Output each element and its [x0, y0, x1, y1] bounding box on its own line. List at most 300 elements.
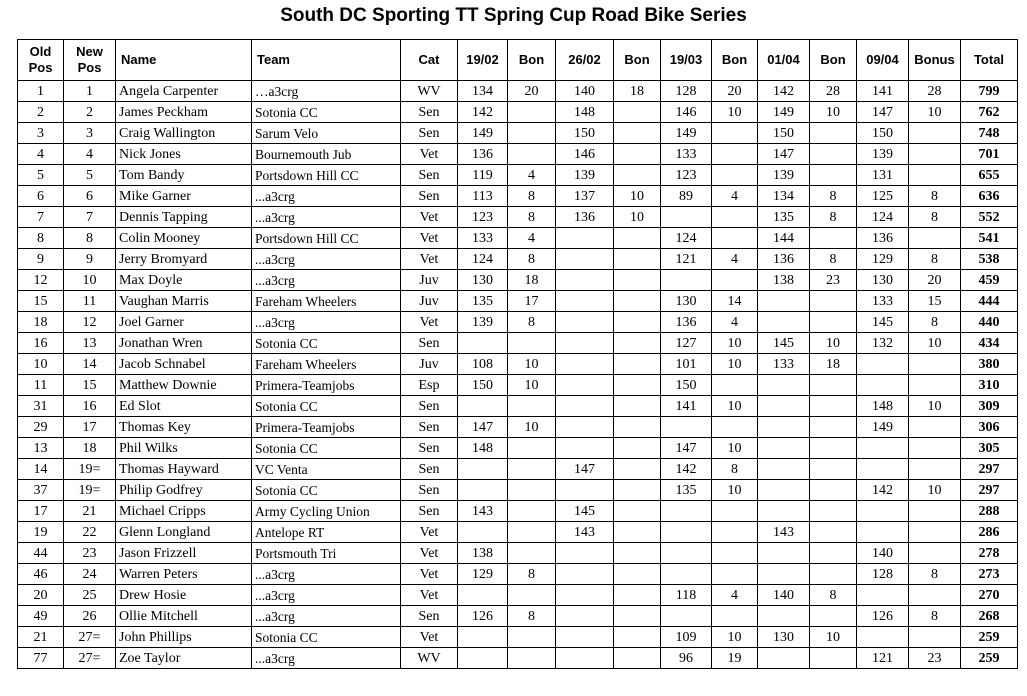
- category-cell: Vet: [401, 312, 458, 333]
- bonus-2-cell: [614, 102, 661, 123]
- category-cell: WV: [401, 81, 458, 102]
- round-5-cell: 148: [857, 396, 909, 417]
- total-cell: 286: [961, 522, 1018, 543]
- category-cell: Juv: [401, 270, 458, 291]
- rider-name-cell: Jason Frizzell: [116, 543, 252, 564]
- team-cell: Sarum Velo: [252, 123, 401, 144]
- round-3-cell: [661, 564, 712, 585]
- new-pos-cell: 24: [64, 564, 116, 585]
- table-row: [18, 648, 1018, 669]
- round-3-cell: [661, 501, 712, 522]
- old-pos-cell: 6: [18, 186, 64, 207]
- bonus-2-cell: [614, 585, 661, 606]
- round-1-cell: 124: [458, 249, 508, 270]
- round-5-cell: 142: [857, 480, 909, 501]
- round-1-cell: 136: [458, 144, 508, 165]
- category-cell: Vet: [401, 228, 458, 249]
- bonus-2-cell: [614, 543, 661, 564]
- round-2-cell: [556, 354, 614, 375]
- round-5-cell: 150: [857, 123, 909, 144]
- bonus-3-cell: 4: [712, 249, 758, 270]
- total-cell: 552: [961, 207, 1018, 228]
- round-1-cell: 142: [458, 102, 508, 123]
- bonus-1-cell: 8: [508, 564, 556, 585]
- bonus-3-cell: 10: [712, 354, 758, 375]
- round-2-cell: [556, 291, 614, 312]
- round-2-cell: [556, 270, 614, 291]
- bonus-4-cell: [810, 123, 857, 144]
- new-pos-cell: 14: [64, 354, 116, 375]
- table-row: [18, 81, 1018, 102]
- new-pos-cell: 2: [64, 102, 116, 123]
- bonus-1-cell: 10: [508, 417, 556, 438]
- header-bonus-4: Bon: [810, 40, 857, 81]
- table-row: [18, 459, 1018, 480]
- total-cell: 655: [961, 165, 1018, 186]
- round-1-cell: [458, 627, 508, 648]
- bonus-4-cell: [810, 480, 857, 501]
- rider-name-cell: Mike Garner: [116, 186, 252, 207]
- bonus-3-cell: 19: [712, 648, 758, 669]
- old-pos-cell: 49: [18, 606, 64, 627]
- round-2-cell: 137: [556, 186, 614, 207]
- round-5-cell: 147: [857, 102, 909, 123]
- old-pos-cell: 13: [18, 438, 64, 459]
- table-row: [18, 417, 1018, 438]
- bonus-1-cell: [508, 480, 556, 501]
- team-cell: ...a3crg: [252, 186, 401, 207]
- rider-name-cell: Ollie Mitchell: [116, 606, 252, 627]
- total-cell: 799: [961, 81, 1018, 102]
- bonus-5-cell: [909, 417, 961, 438]
- bonus-3-cell: 10: [712, 438, 758, 459]
- rider-name-cell: Vaughan Marris: [116, 291, 252, 312]
- round-3-cell: 128: [661, 81, 712, 102]
- round-2-cell: 145: [556, 501, 614, 522]
- category-cell: Vet: [401, 522, 458, 543]
- bonus-5-cell: [909, 585, 961, 606]
- round-5-cell: [857, 459, 909, 480]
- bonus-1-cell: 8: [508, 606, 556, 627]
- total-cell: 273: [961, 564, 1018, 585]
- bonus-3-cell: 20: [712, 81, 758, 102]
- rider-name-cell: Ed Slot: [116, 396, 252, 417]
- bonus-1-cell: [508, 438, 556, 459]
- round-3-cell: 121: [661, 249, 712, 270]
- bonus-3-cell: 10: [712, 396, 758, 417]
- round-5-cell: 121: [857, 648, 909, 669]
- round-5-cell: 132: [857, 333, 909, 354]
- new-pos-cell: 8: [64, 228, 116, 249]
- category-cell: Vet: [401, 249, 458, 270]
- round-3-cell: [661, 522, 712, 543]
- bonus-5-cell: [909, 501, 961, 522]
- bonus-5-cell: [909, 354, 961, 375]
- round-1-cell: 126: [458, 606, 508, 627]
- total-cell: 310: [961, 375, 1018, 396]
- old-pos-cell: 7: [18, 207, 64, 228]
- old-pos-cell: 18: [18, 312, 64, 333]
- bonus-5-cell: 8: [909, 207, 961, 228]
- total-cell: 288: [961, 501, 1018, 522]
- bonus-5-cell: 20: [909, 270, 961, 291]
- bonus-5-cell: [909, 522, 961, 543]
- round-1-cell: 143: [458, 501, 508, 522]
- new-pos-cell: 19=: [64, 459, 116, 480]
- round-1-cell: 123: [458, 207, 508, 228]
- old-pos-cell: 37: [18, 480, 64, 501]
- new-pos-cell: 1: [64, 81, 116, 102]
- table-row: [18, 585, 1018, 606]
- bonus-4-cell: 8: [810, 207, 857, 228]
- header-team: Team: [252, 40, 401, 81]
- bonus-3-cell: 14: [712, 291, 758, 312]
- bonus-3-cell: 10: [712, 627, 758, 648]
- round-4-cell: 130: [758, 627, 810, 648]
- rider-name-cell: Zoe Taylor: [116, 648, 252, 669]
- round-4-cell: [758, 375, 810, 396]
- round-3-cell: 149: [661, 123, 712, 144]
- bonus-1-cell: [508, 123, 556, 144]
- round-2-cell: [556, 543, 614, 564]
- bonus-3-cell: 10: [712, 102, 758, 123]
- team-cell: ...a3crg: [252, 585, 401, 606]
- round-4-cell: 139: [758, 165, 810, 186]
- bonus-2-cell: [614, 144, 661, 165]
- round-4-cell: 143: [758, 522, 810, 543]
- round-3-cell: 135: [661, 480, 712, 501]
- total-cell: 268: [961, 606, 1018, 627]
- old-pos-cell: 20: [18, 585, 64, 606]
- bonus-5-cell: 23: [909, 648, 961, 669]
- round-4-cell: [758, 564, 810, 585]
- rider-name-cell: Joel Garner: [116, 312, 252, 333]
- bonus-1-cell: [508, 543, 556, 564]
- round-5-cell: 124: [857, 207, 909, 228]
- old-pos-cell: 11: [18, 375, 64, 396]
- team-cell: Sotonia CC: [252, 480, 401, 501]
- bonus-4-cell: [810, 606, 857, 627]
- round-5-cell: 145: [857, 312, 909, 333]
- round-1-cell: 149: [458, 123, 508, 144]
- round-1-cell: [458, 396, 508, 417]
- table-row: [18, 144, 1018, 165]
- table-row: [18, 333, 1018, 354]
- round-5-cell: 136: [857, 228, 909, 249]
- table-row: [18, 564, 1018, 585]
- bonus-3-cell: [712, 144, 758, 165]
- header-bonus-3: Bon: [712, 40, 758, 81]
- round-3-cell: [661, 417, 712, 438]
- round-4-cell: [758, 480, 810, 501]
- category-cell: Vet: [401, 207, 458, 228]
- table-row: [18, 375, 1018, 396]
- round-3-cell: 141: [661, 396, 712, 417]
- bonus-4-cell: 10: [810, 627, 857, 648]
- round-2-cell: 139: [556, 165, 614, 186]
- total-cell: 297: [961, 480, 1018, 501]
- bonus-1-cell: 4: [508, 228, 556, 249]
- round-3-cell: 147: [661, 438, 712, 459]
- bonus-1-cell: [508, 459, 556, 480]
- round-1-cell: 135: [458, 291, 508, 312]
- total-cell: 270: [961, 585, 1018, 606]
- rider-name-cell: John Phillips: [116, 627, 252, 648]
- round-2-cell: [556, 606, 614, 627]
- bonus-3-cell: [712, 606, 758, 627]
- bonus-5-cell: [909, 438, 961, 459]
- round-2-cell: [556, 438, 614, 459]
- bonus-1-cell: 8: [508, 249, 556, 270]
- new-pos-cell: 13: [64, 333, 116, 354]
- bonus-2-cell: 10: [614, 186, 661, 207]
- round-3-cell: 130: [661, 291, 712, 312]
- rider-name-cell: Thomas Key: [116, 417, 252, 438]
- bonus-4-cell: [810, 459, 857, 480]
- bonus-5-cell: 10: [909, 480, 961, 501]
- old-pos-cell: 15: [18, 291, 64, 312]
- category-cell: WV: [401, 648, 458, 669]
- old-pos-cell: 10: [18, 354, 64, 375]
- new-pos-cell: 17: [64, 417, 116, 438]
- round-2-cell: [556, 249, 614, 270]
- rider-name-cell: Angela Carpenter: [116, 81, 252, 102]
- bonus-3-cell: [712, 501, 758, 522]
- round-3-cell: 101: [661, 354, 712, 375]
- bonus-4-cell: 8: [810, 585, 857, 606]
- header-round-4: 01/04: [758, 40, 810, 81]
- old-pos-cell: 1: [18, 81, 64, 102]
- round-3-cell: 136: [661, 312, 712, 333]
- round-3-cell: 118: [661, 585, 712, 606]
- round-2-cell: 140: [556, 81, 614, 102]
- category-cell: Esp: [401, 375, 458, 396]
- new-pos-cell: 23: [64, 543, 116, 564]
- old-pos-cell: 19: [18, 522, 64, 543]
- total-cell: 259: [961, 648, 1018, 669]
- bonus-5-cell: 28: [909, 81, 961, 102]
- table-row: [18, 501, 1018, 522]
- bonus-1-cell: 20: [508, 81, 556, 102]
- bonus-2-cell: [614, 522, 661, 543]
- bonus-1-cell: 10: [508, 354, 556, 375]
- bonus-5-cell: 8: [909, 564, 961, 585]
- bonus-4-cell: [810, 543, 857, 564]
- old-pos-cell: 44: [18, 543, 64, 564]
- table-row: [18, 480, 1018, 501]
- bonus-5-cell: [909, 375, 961, 396]
- category-cell: Juv: [401, 354, 458, 375]
- bonus-1-cell: [508, 102, 556, 123]
- rider-name-cell: Michael Cripps: [116, 501, 252, 522]
- table-row: [18, 438, 1018, 459]
- bonus-4-cell: [810, 144, 857, 165]
- round-2-cell: [556, 648, 614, 669]
- table-row: [18, 123, 1018, 144]
- total-cell: 440: [961, 312, 1018, 333]
- round-4-cell: 136: [758, 249, 810, 270]
- category-cell: Vet: [401, 627, 458, 648]
- bonus-4-cell: 10: [810, 333, 857, 354]
- total-cell: 748: [961, 123, 1018, 144]
- header-name: Name: [116, 40, 252, 81]
- table-row: [18, 102, 1018, 123]
- round-4-cell: 138: [758, 270, 810, 291]
- team-cell: VC Venta: [252, 459, 401, 480]
- header-round-5: 09/04: [857, 40, 909, 81]
- old-pos-cell: 3: [18, 123, 64, 144]
- bonus-4-cell: [810, 312, 857, 333]
- round-1-cell: [458, 459, 508, 480]
- bonus-5-cell: [909, 543, 961, 564]
- round-4-cell: 150: [758, 123, 810, 144]
- old-pos-cell: 9: [18, 249, 64, 270]
- rider-name-cell: Nick Jones: [116, 144, 252, 165]
- round-5-cell: 131: [857, 165, 909, 186]
- rider-name-cell: Drew Hosie: [116, 585, 252, 606]
- bonus-1-cell: 8: [508, 186, 556, 207]
- team-cell: ...a3crg: [252, 312, 401, 333]
- rider-name-cell: Dennis Tapping: [116, 207, 252, 228]
- header-cat: Cat: [401, 40, 458, 81]
- round-1-cell: 138: [458, 543, 508, 564]
- round-4-cell: [758, 606, 810, 627]
- bonus-3-cell: [712, 270, 758, 291]
- old-pos-cell: 4: [18, 144, 64, 165]
- team-cell: ...a3crg: [252, 249, 401, 270]
- round-3-cell: 150: [661, 375, 712, 396]
- new-pos-cell: 22: [64, 522, 116, 543]
- round-1-cell: 108: [458, 354, 508, 375]
- round-2-cell: [556, 228, 614, 249]
- category-cell: Sen: [401, 186, 458, 207]
- bonus-4-cell: [810, 165, 857, 186]
- bonus-2-cell: [614, 333, 661, 354]
- bonus-5-cell: 8: [909, 186, 961, 207]
- round-5-cell: [857, 501, 909, 522]
- round-4-cell: [758, 501, 810, 522]
- total-cell: 305: [961, 438, 1018, 459]
- bonus-4-cell: [810, 417, 857, 438]
- bonus-2-cell: [614, 123, 661, 144]
- bonus-2-cell: [614, 627, 661, 648]
- new-pos-cell: 19=: [64, 480, 116, 501]
- round-5-cell: 133: [857, 291, 909, 312]
- round-1-cell: 119: [458, 165, 508, 186]
- old-pos-cell: 21: [18, 627, 64, 648]
- bonus-4-cell: [810, 396, 857, 417]
- bonus-5-cell: [909, 165, 961, 186]
- total-cell: 701: [961, 144, 1018, 165]
- round-5-cell: [857, 522, 909, 543]
- round-4-cell: 149: [758, 102, 810, 123]
- new-pos-cell: 3: [64, 123, 116, 144]
- team-cell: Antelope RT: [252, 522, 401, 543]
- old-pos-cell: 46: [18, 564, 64, 585]
- old-pos-cell: 16: [18, 333, 64, 354]
- new-pos-cell: 12: [64, 312, 116, 333]
- team-cell: ...a3crg: [252, 648, 401, 669]
- results-table: [17, 39, 1018, 669]
- round-1-cell: 150: [458, 375, 508, 396]
- new-pos-cell: 25: [64, 585, 116, 606]
- bonus-2-cell: [614, 564, 661, 585]
- team-cell: Primera-Teamjobs: [252, 417, 401, 438]
- round-2-cell: [556, 312, 614, 333]
- round-2-cell: 150: [556, 123, 614, 144]
- round-1-cell: 130: [458, 270, 508, 291]
- table-row: [18, 270, 1018, 291]
- bonus-1-cell: [508, 522, 556, 543]
- team-cell: ...a3crg: [252, 564, 401, 585]
- old-pos-cell: 14: [18, 459, 64, 480]
- bonus-3-cell: 10: [712, 480, 758, 501]
- rider-name-cell: Warren Peters: [116, 564, 252, 585]
- rider-name-cell: Jacob Schnabel: [116, 354, 252, 375]
- category-cell: Sen: [401, 501, 458, 522]
- bonus-3-cell: [712, 228, 758, 249]
- category-cell: Sen: [401, 459, 458, 480]
- bonus-4-cell: 8: [810, 186, 857, 207]
- total-cell: 309: [961, 396, 1018, 417]
- round-4-cell: 145: [758, 333, 810, 354]
- header-round-3: 19/03: [661, 40, 712, 81]
- bonus-4-cell: [810, 375, 857, 396]
- category-cell: Sen: [401, 396, 458, 417]
- round-4-cell: [758, 438, 810, 459]
- new-pos-cell: 9: [64, 249, 116, 270]
- round-1-cell: [458, 648, 508, 669]
- round-2-cell: [556, 627, 614, 648]
- bonus-1-cell: 10: [508, 375, 556, 396]
- bonus-4-cell: 28: [810, 81, 857, 102]
- table-row: [18, 543, 1018, 564]
- header-round-1: 19/02: [458, 40, 508, 81]
- table-row: [18, 249, 1018, 270]
- round-2-cell: 143: [556, 522, 614, 543]
- team-cell: Bournemouth Jub: [252, 144, 401, 165]
- bonus-1-cell: 18: [508, 270, 556, 291]
- category-cell: Sen: [401, 417, 458, 438]
- bonus-1-cell: [508, 333, 556, 354]
- round-1-cell: 139: [458, 312, 508, 333]
- round-1-cell: 134: [458, 81, 508, 102]
- category-cell: Sen: [401, 606, 458, 627]
- total-cell: 541: [961, 228, 1018, 249]
- bonus-1-cell: [508, 144, 556, 165]
- round-2-cell: [556, 480, 614, 501]
- round-1-cell: 147: [458, 417, 508, 438]
- round-1-cell: [458, 333, 508, 354]
- bonus-5-cell: 10: [909, 102, 961, 123]
- team-cell: Sotonia CC: [252, 438, 401, 459]
- team-cell: Sotonia CC: [252, 333, 401, 354]
- bonus-2-cell: [614, 312, 661, 333]
- old-pos-cell: 17: [18, 501, 64, 522]
- bonus-3-cell: [712, 522, 758, 543]
- category-cell: Sen: [401, 123, 458, 144]
- new-pos-cell: 18: [64, 438, 116, 459]
- team-cell: ...a3crg: [252, 606, 401, 627]
- round-2-cell: 136: [556, 207, 614, 228]
- header-bonus-5: Bonus: [909, 40, 961, 81]
- team-cell: Fareham Wheelers: [252, 291, 401, 312]
- bonus-2-cell: [614, 396, 661, 417]
- bonus-4-cell: 23: [810, 270, 857, 291]
- bonus-2-cell: [614, 417, 661, 438]
- bonus-4-cell: [810, 648, 857, 669]
- round-1-cell: 133: [458, 228, 508, 249]
